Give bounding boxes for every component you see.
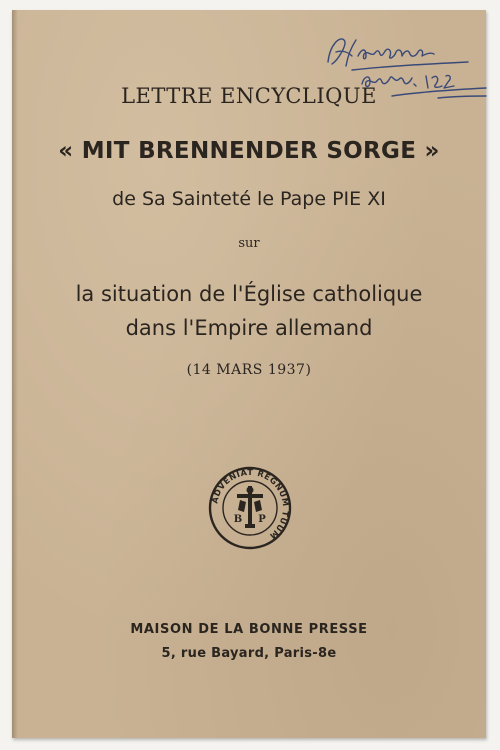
booklet-cover [12,10,486,738]
subject-line-2: dans l'Empire allemand [125,316,373,340]
author-line: de Sa Sainteté le Pape PIE XI [112,188,386,210]
publisher-name: MAISON DE LA BONNE PRESSE [130,622,368,637]
publisher-address: 5, rue Bayard, Paris-8e [161,646,337,661]
encyclical-title: « MIT BRENNENDER SORGE » [58,138,440,164]
seal-motto: ADVENIAT REGNUM TUUM [209,466,292,542]
seal-initial-b: B [233,514,243,525]
publisher-seal-icon [208,466,292,550]
seal-initial-p: P [258,514,266,525]
connector-word: sur [238,236,260,251]
document-type: LETTRE ENCYCLIQUE [121,84,377,108]
publication-date: (14 MARS 1937) [186,362,312,378]
subject-line-1: la situation de l'Église catholique [75,282,423,306]
